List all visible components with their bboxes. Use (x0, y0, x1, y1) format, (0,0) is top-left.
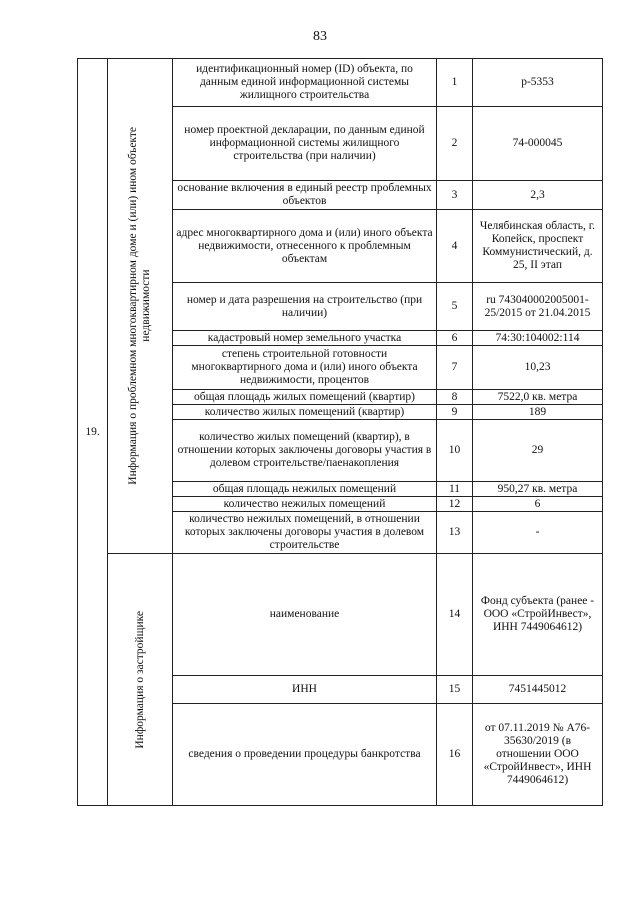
object-info-table (77, 58, 603, 806)
row-index: 1 (437, 59, 473, 107)
row-label: общая площадь нежилых помещений (173, 482, 437, 497)
row-index: 7 (437, 346, 473, 390)
row-label: степень строительной готовности многоквартирного дома и (или) иного объекта недвижимости, процентов (173, 346, 437, 390)
row-label: наименование (173, 554, 437, 676)
row-value: от 07.11.2019 № А76-35630/2019 (в отношении ООО «СтройИнвест», ИНН 7449064612) (473, 704, 603, 806)
row-index: 11 (437, 482, 473, 497)
row-value: 10,23 (473, 346, 603, 390)
row-label: адрес многоквартирного дома и (или) иного объекта недвижимости, отнесенного к проблемным объектам (173, 210, 437, 283)
row-number: 19. (78, 59, 108, 806)
row-value: 6 (473, 497, 603, 512)
table-row (78, 59, 603, 107)
row-value: 2,3 (473, 181, 603, 210)
row-index: 3 (437, 181, 473, 210)
row-value: 950,27 кв. метра (473, 482, 603, 497)
row-index: 12 (437, 497, 473, 512)
row-label: количество нежилых помещений, в отношении которых заключены договоры участия в долевом строительстве (173, 512, 437, 554)
row-index: 2 (437, 107, 473, 181)
table-row (78, 554, 603, 676)
row-value: 7451445012 (473, 676, 603, 704)
row-label: сведения о проведении процедуры банкротства (173, 704, 437, 806)
section-developer-info-label: Информация о застройщике (133, 610, 146, 749)
row-label: ИНН (173, 676, 437, 704)
row-label: номер проектной декларации, по данным единой информационной системы жилищного строительства (при наличии) (173, 107, 437, 181)
row-index: 4 (437, 210, 473, 283)
row-label: кадастровый номер земельного участка (173, 331, 437, 346)
row-label: общая площадь жилых помещений (квартир) (173, 390, 437, 405)
row-value: 7522,0 кв. метра (473, 390, 603, 405)
row-value: - (473, 512, 603, 554)
row-value: Челябинская область, г. Копейск, проспект Коммунистический, д. 25, II этап (473, 210, 603, 283)
row-label: количество нежилых помещений (173, 497, 437, 512)
row-label: номер и дата разрешения на строительство (при наличии) (173, 283, 437, 331)
row-index: 14 (437, 554, 473, 676)
row-index: 10 (437, 420, 473, 482)
section-object-info-label: Информация о проблемном многоквартирном доме и (или) ином объекте недвижимости (127, 127, 152, 485)
row-index: 5 (437, 283, 473, 331)
row-index: 15 (437, 676, 473, 704)
row-value: 29 (473, 420, 603, 482)
section-object-info (108, 59, 173, 554)
row-value: Фонд субъекта (ранее - ООО «СтройИнвест», ИНН 7449064612) (473, 554, 603, 676)
row-value: 189 (473, 405, 603, 420)
row-value: 74-000045 (473, 107, 603, 181)
section-developer-info (108, 554, 173, 806)
row-value: 74:30:104002:114 (473, 331, 603, 346)
row-index: 13 (437, 512, 473, 554)
row-index: 8 (437, 390, 473, 405)
row-label: количество жилых помещений (квартир) (173, 405, 437, 420)
row-index: 9 (437, 405, 473, 420)
row-label: количество жилых помещений (квартир), в отношении которых заключены договоры участия в долевом строительстве/паенакопления (173, 420, 437, 482)
row-index: 16 (437, 704, 473, 806)
row-label: основание включения в единый реестр проблемных объектов (173, 181, 437, 210)
row-value: ru 743040002005001-25/2015 от 21.04.2015 (473, 283, 603, 331)
page-number: 83 (313, 29, 327, 44)
row-value: р-5353 (473, 59, 603, 107)
row-label: идентификационный номер (ID) объекта, по данным единой информационной системы жилищного строительства (173, 59, 437, 107)
row-index: 6 (437, 331, 473, 346)
